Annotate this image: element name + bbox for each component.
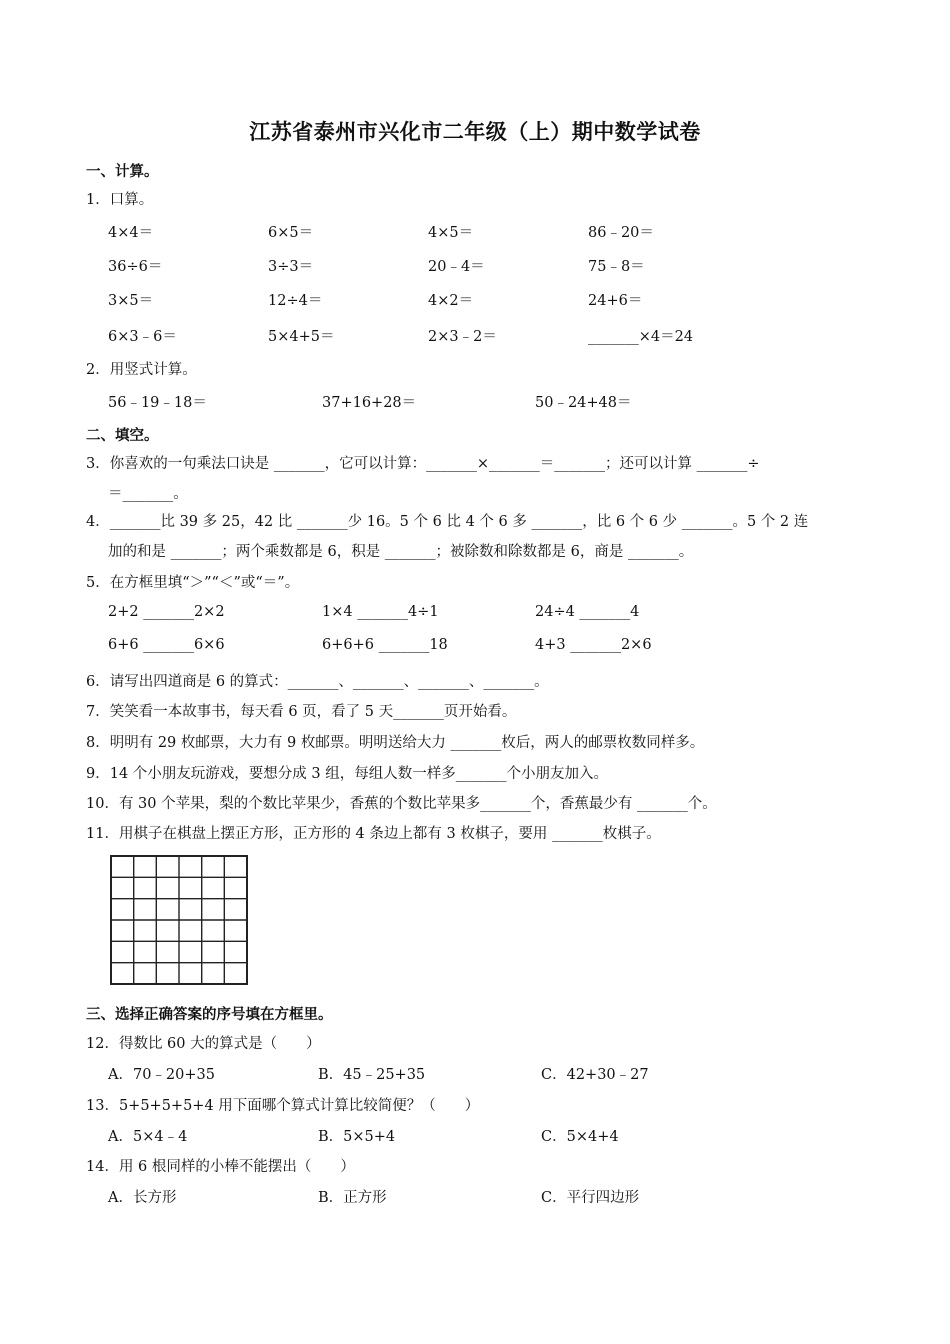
question-2-label: 2．用竖式计算。 bbox=[86, 362, 197, 378]
option-b: B．5×5+4 bbox=[318, 1129, 396, 1145]
oral-calc-item: 12÷4＝ bbox=[268, 293, 323, 309]
oral-calc-item: 6×3﹣6＝ bbox=[108, 329, 177, 345]
section-heading-fill: 二、填空。 bbox=[86, 428, 159, 444]
question-14-stem: 14．用 6 根同样的小棒不能摆出（ ） bbox=[86, 1159, 355, 1175]
oral-calc-item: 4×2＝ bbox=[428, 293, 474, 309]
oral-calc-item: 75﹣8＝ bbox=[588, 259, 645, 275]
oral-calc-item: 5×4+5＝ bbox=[268, 329, 335, 345]
section-heading-calc: 一、计算。 bbox=[86, 164, 159, 180]
question-5-label: 5．在方框里填“＞”“＜”或“＝”。 bbox=[86, 575, 300, 591]
option-b: B．正方形 bbox=[318, 1190, 387, 1206]
vertical-calc-item: 50﹣24+48＝ bbox=[535, 395, 632, 411]
oral-calc-item: _______×4＝24 bbox=[588, 329, 694, 345]
compare-item: 1×4 _______4÷1 bbox=[322, 604, 439, 620]
compare-item: 24÷4 _______4 bbox=[535, 604, 640, 620]
option-b: B．45﹣25+35 bbox=[318, 1067, 426, 1083]
option-c: C．平行四边形 bbox=[541, 1190, 640, 1206]
compare-item: 4+3 _______2×6 bbox=[535, 637, 652, 653]
compare-item: 2+2 _______2×2 bbox=[108, 604, 225, 620]
oral-calc-item: 4×4＝ bbox=[108, 225, 154, 241]
question-4-line1: 4．_______比 39 多 25，42 比 _______少 16。5 个 6 比 4 个 6 多 _______，比 6 个 6 少 _______。5 个 2 连 bbox=[86, 514, 809, 530]
question-13-stem: 13．5+5+5+5+4 用下面哪个算式计算比较简便？（ ） bbox=[86, 1098, 480, 1114]
page-title: 江苏省泰州市兴化市二年级（上）期中数学试卷 bbox=[249, 120, 701, 144]
section-heading-choice: 三、选择正确答案的序号填在方框里。 bbox=[86, 1007, 333, 1023]
question-9: 9．14 个小朋友玩游戏，要想分成 3 组，每组人数一样多_______个小朋友加入。 bbox=[86, 766, 608, 782]
option-a: A．70﹣20+35 bbox=[108, 1067, 215, 1083]
option-a: A．5×4﹣4 bbox=[108, 1129, 188, 1145]
oral-calc-item: 24+6＝ bbox=[588, 293, 643, 309]
oral-calc-item: 2×3﹣2＝ bbox=[428, 329, 497, 345]
chessboard-grid-figure bbox=[107, 853, 249, 987]
question-4-line2: 加的和是 _______；两个乘数都是 6，积是 _______；被除数和除数都是 6，商是 _______。 bbox=[108, 544, 694, 560]
question-6: 6．请写出四道商是 6 的算式：_______、_______、_______、_______。 bbox=[86, 674, 549, 690]
oral-calc-item: 86﹣20＝ bbox=[588, 225, 654, 241]
question-3-line2: ＝_______。 bbox=[108, 486, 188, 502]
question-11: 11．用棋子在棋盘上摆正方形，正方形的 4 条边上都有 3 枚棋子，要用 _______枚棋子。 bbox=[86, 826, 661, 842]
oral-calc-item: 6×5＝ bbox=[268, 225, 314, 241]
option-a: A．长方形 bbox=[108, 1190, 177, 1206]
vertical-calc-item: 56﹣19﹣18＝ bbox=[108, 395, 207, 411]
question-8: 8．明明有 29 枚邮票，大力有 9 枚邮票。明明送给大力 _______枚后，两人的邮票枚数同样多。 bbox=[86, 735, 705, 751]
question-7: 7．笑笑看一本故事书，每天看 6 页，看了 5 天_______页开始看。 bbox=[86, 704, 517, 720]
oral-calc-item: 20﹣4＝ bbox=[428, 259, 485, 275]
option-c: C．42+30﹣27 bbox=[541, 1067, 649, 1083]
oral-calc-item: 4×5＝ bbox=[428, 225, 474, 241]
question-1-label: 1．口算。 bbox=[86, 192, 154, 208]
compare-item: 6+6 _______6×6 bbox=[108, 637, 225, 653]
question-10: 10．有 30 个苹果，梨的个数比苹果少，香蕉的个数比苹果多_______个，香蕉最少有 _______个。 bbox=[86, 796, 717, 812]
oral-calc-item: 3×5＝ bbox=[108, 293, 154, 309]
vertical-calc-item: 37+16+28＝ bbox=[322, 395, 417, 411]
oral-calc-item: 36÷6＝ bbox=[108, 259, 163, 275]
question-12-stem: 12．得数比 60 大的算式是（ ） bbox=[86, 1036, 321, 1052]
question-3-line1: 3．你喜欢的一句乘法口诀是 _______，它可以计算：_______×_______＝_______；还可以计算 _______÷ bbox=[86, 456, 760, 472]
compare-item: 6+6+6 _______18 bbox=[322, 637, 448, 653]
oral-calc-item: 3÷3＝ bbox=[268, 259, 314, 275]
option-c: C．5×4+4 bbox=[541, 1129, 619, 1145]
